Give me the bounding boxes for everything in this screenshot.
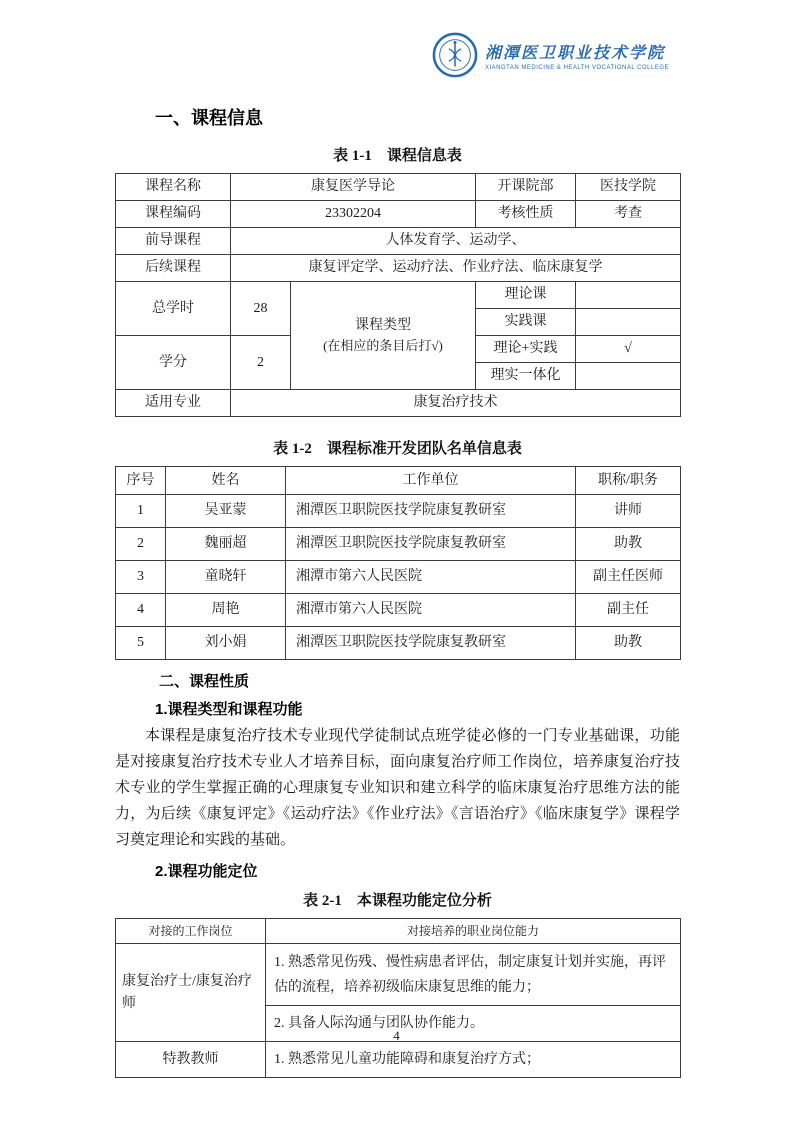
- member-unit: 湘潭医卫职院医技学院康复教研室: [286, 528, 576, 561]
- col-header-index: 序号: [116, 467, 166, 495]
- post-course-value: 康复评定学、运动疗法、作业疗法、临床康复学: [231, 255, 681, 282]
- col-header-name: 姓名: [166, 467, 286, 495]
- college-name-en: XIANGTAN MEDICINE & HEALTH VOCATIONAL COLLEGE: [485, 64, 669, 71]
- table-2-1-caption: 表 2-1 本课程功能定位分析: [303, 893, 492, 909]
- type-option-theory-practice: 理论+实践: [476, 336, 576, 363]
- course-code-value: 23302204: [231, 201, 476, 228]
- college-name-cn: 湘潭医卫职业技术学院: [485, 44, 666, 62]
- course-name-value: 康复医学导论: [231, 174, 476, 201]
- member-unit: 湘潭市第六人民医院: [286, 561, 576, 594]
- member-unit: 湘潭市第六人民医院: [286, 594, 576, 627]
- pre-course-label: 前导课程: [116, 228, 231, 255]
- major-label: 适用专业: [116, 390, 231, 417]
- member-title: 助教: [576, 528, 681, 561]
- assess-label: 考核性质: [476, 201, 576, 228]
- member-name: 童晓轩: [166, 561, 286, 594]
- course-type-cell: [291, 282, 476, 390]
- post-teacher-label: 特教教师: [116, 1042, 266, 1078]
- section-1-heading: 一、课程信息: [155, 108, 263, 128]
- course-info-table: [115, 173, 681, 417]
- assess-value: 考查: [576, 201, 681, 228]
- member-unit: 湘潭医卫职院医技学院康复教研室: [286, 495, 576, 528]
- course-code-label: 课程编码: [116, 201, 231, 228]
- member-index: 2: [116, 528, 166, 561]
- total-hours-label: 总学时: [116, 282, 231, 336]
- post-therapist-label: 康复治疗士/康复治疗师: [116, 944, 266, 1042]
- type-option-theory: 理论课: [476, 282, 576, 309]
- member-name: 吴亚蒙: [166, 495, 286, 528]
- dev-team-table: [115, 466, 681, 660]
- college-emblem-icon: [432, 32, 478, 78]
- college-logo-text: [485, 40, 669, 71]
- table-row: [116, 174, 681, 201]
- section-2-sub2-heading: 2.课程功能定位: [155, 863, 258, 880]
- document-body: [115, 104, 680, 1078]
- type-check-theory-practice: √: [576, 336, 681, 363]
- member-title: 助教: [576, 627, 681, 660]
- table-row: [116, 528, 681, 561]
- credit-label: 学分: [116, 336, 231, 390]
- page-header: [0, 0, 793, 78]
- ability-item: 1. 熟悉常见伤残、慢性病患者评估，制定康复计划并实施，再评估的流程，培养初级临床康复思维的能力；: [266, 944, 681, 1006]
- member-title: 讲师: [576, 495, 681, 528]
- dept-value: 医技学院: [576, 174, 681, 201]
- type-check-practice: [576, 309, 681, 336]
- type-option-practice: 实践课: [476, 309, 576, 336]
- member-index: 3: [116, 561, 166, 594]
- member-index: 4: [116, 594, 166, 627]
- page-number: 4: [393, 1028, 400, 1043]
- pre-course-value: 人体发育学、运动学、: [231, 228, 681, 255]
- dept-label: 开课院部: [476, 174, 576, 201]
- col-header-ability: 对接培养的职业岗位能力: [266, 919, 681, 944]
- type-check-theory: [576, 282, 681, 309]
- member-title: 副主任: [576, 594, 681, 627]
- major-value: 康复治疗技术: [231, 390, 681, 417]
- col-header-post: 对接的工作岗位: [116, 919, 266, 944]
- course-type-label: 课程类型: [355, 317, 411, 333]
- member-unit: 湘潭医卫职院医技学院康复教研室: [286, 627, 576, 660]
- table-row: [116, 201, 681, 228]
- type-check-integrated: [576, 363, 681, 390]
- table-header-row: [116, 467, 681, 495]
- function-position-table: [115, 918, 681, 1078]
- table-row: [116, 1042, 681, 1078]
- college-logo: [432, 32, 669, 78]
- member-index: 5: [116, 627, 166, 660]
- col-header-unit: 工作单位: [286, 467, 576, 495]
- table-row: [116, 561, 681, 594]
- table-row: [116, 627, 681, 660]
- member-name: 刘小娟: [166, 627, 286, 660]
- table-row: [116, 594, 681, 627]
- member-index: 1: [116, 495, 166, 528]
- ability-item: 1. 熟悉常见儿童功能障碍和康复治疗方式；: [266, 1042, 681, 1078]
- type-option-integrated: 理实一体化: [476, 363, 576, 390]
- course-name-label: 课程名称: [116, 174, 231, 201]
- total-hours-value: 28: [231, 282, 291, 336]
- credit-value: 2: [231, 336, 291, 390]
- table-header-row: [116, 919, 681, 944]
- table-row: [116, 228, 681, 255]
- course-type-note: (在相应的条目后打√): [323, 337, 443, 353]
- table-row: [116, 390, 681, 417]
- table-row: [116, 495, 681, 528]
- member-name: 周艳: [166, 594, 286, 627]
- section-2-sub1-heading: 1.课程类型和课程功能: [155, 701, 303, 718]
- section-2-heading: 二、课程性质: [159, 673, 250, 690]
- member-title: 副主任医师: [576, 561, 681, 594]
- col-header-title: 职称/职务: [576, 467, 681, 495]
- table-row: [116, 944, 681, 1006]
- member-name: 魏丽超: [166, 528, 286, 561]
- table-row: [116, 282, 681, 309]
- ability-item: 2. 具备人际沟通与团队协作能力。: [266, 1006, 681, 1042]
- table-row: [116, 255, 681, 282]
- post-course-label: 后续课程: [116, 255, 231, 282]
- table-1-2-caption: 表 1-2 课程标准开发团队名单信息表: [273, 441, 522, 457]
- course-nature-paragraph: 本课程是康复治疗技术专业现代学徒制试点班学徒必修的一门专业基础课，功能是对接康复治疗技术专业人才培养目标，面向康复治疗师工作岗位，培养康复治疗技术专业的学生掌握正确的心理康复专业知识和建立科学的临床康复治疗思维方法的能力，为后续《康复评定》《运动疗法》《作业疗法》《言语治疗》《临床康复学》课程学习奠定理论和实践的基础。: [115, 728, 680, 848]
- table-1-1-caption: 表 1-1 课程信息表: [333, 148, 462, 164]
